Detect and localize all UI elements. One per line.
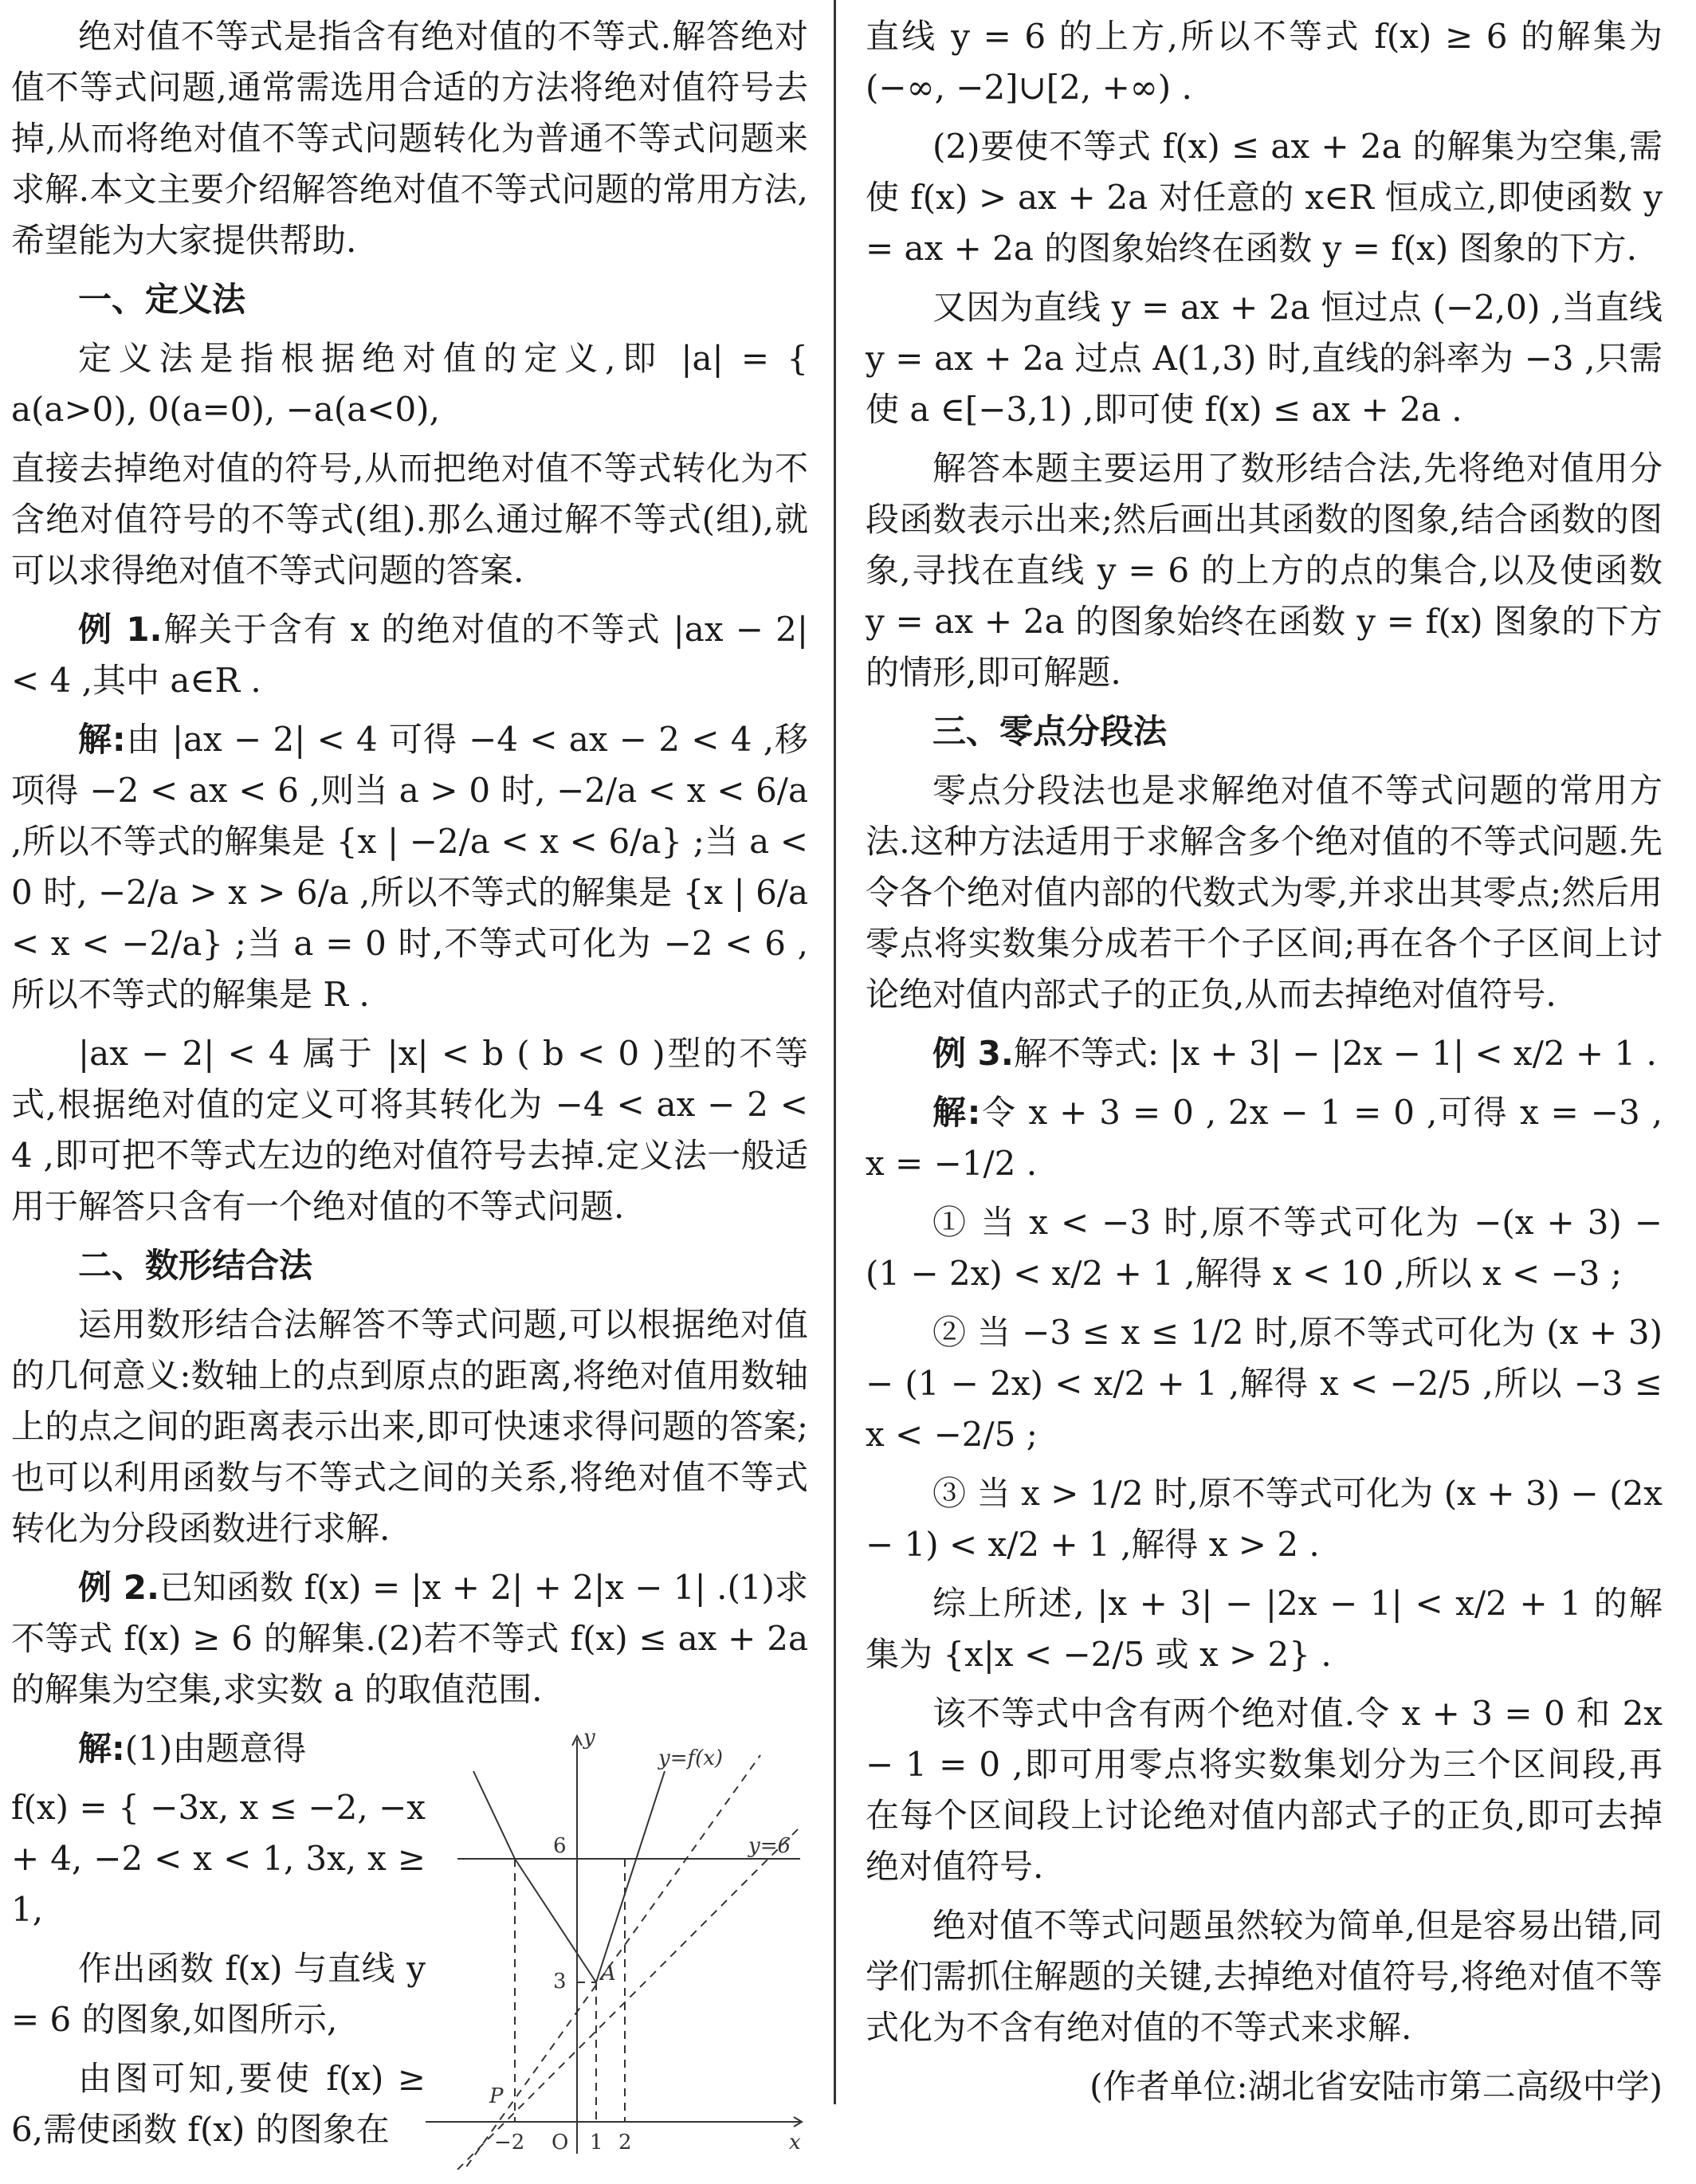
curve-label: y=f(x) [658,1746,724,1770]
conclusion: 综上所述, |x + 3| − |2x − 1| < x/2 + 1 的解集为 {x|x < −2/5 或 x > 2} . [866,1584,1663,1674]
example-3-text: 解不等式: |x + 3| − |2x − 1| < x/2 + 1 . [1013,1034,1657,1073]
origin-label: O [552,2131,569,2155]
definition-formula: 定义法是指根据绝对值的定义,即 |a| = { a(a>0), 0(a=0), −a(a<0), [11,339,808,429]
example-1-text: 解关于含有 x 的绝对值的不等式 |ax − 2| < 4 ,其中 a∈R . [11,610,808,700]
tick-6-label: 6 [553,1834,567,1858]
section-2-heading: 二、数形结合法 [78,1246,313,1285]
solution-2-part-2b: 又因为直线 y = ax + 2a 恒过点 (−2,0) ,当直线 y = ax + 2a 过点 A(1,3) 时,直线的斜率为 −3 ,只需使 a ∈[−3,1) ,即可使 f(x) ≤ ax + 2a . [866,288,1663,429]
example-1-label: 例 1. [78,610,163,649]
solution-1-label: 解: [78,720,126,759]
tick-3-label: 3 [553,1970,567,1993]
section-2-summary: 解答本题主要运用了数形结合法,先将绝对值用分段函数表示出来;然后画出其函数的图象,结合函数的图象,寻找在直线 y = 6 的上方的点的集合,以及使函数 y = ax + 2a 的图象始终在函数 y = f(x) 图象的下方的情形,即可解题. [866,449,1663,692]
fx-left-branch [473,1771,515,1859]
section-3-heading: 三、零点分段法 [932,712,1168,751]
function-graph-svg [426,1723,808,2170]
point-a-label: A [601,1962,616,1986]
solution-1-text: 由 |ax − 2| < 4 可得 −4 < ax − 2 < 4 ,移项得 −2 < ax < 6 ,则当 a > 0 时, −2/a < x < 6/a ,所以不等式的解集是 {x | −2/a < x < 6/a} ;当 a < 0 时, −2/a > x > 6/a ,所以不等式的解集是 {x | 6/a < x < −2/a} ;当 a = 0 时,不等式可化为 −2 < 6 ,所以不等式的解集是 R . [11,720,808,1014]
section-2-text: 运用数形结合法解答不等式问题,可以根据绝对值的几何意义:数轴上的点到原点的距离,将绝对值用数轴上的点之间的距离表示出来,即可快速求得问题的答案;也可以利用函数与不等式之间的关系,将绝对值不等式转化为分段函数进行求解. [11,1305,808,1548]
section-1-heading: 一、定义法 [78,280,246,319]
example-3 [866,1028,1663,1079]
tick-neg2-label: −2 [494,2131,525,2155]
solution-2-text-continued: 由图可知,要使 f(x) ≥ 6,需使函数 f(x) 的图象在 [11,2059,426,2149]
tick-1-label: 1 [590,2131,603,2155]
solution-1 [11,714,808,1020]
solution-2-continued: 直线 y = 6 的上方,所以不等式 f(x) ≥ 6 的解集为 (−∞, −2]∪[2, +∞) . [866,17,1663,107]
solution-2-intro [11,1723,426,1774]
left-column [11,11,808,2170]
case-3: ③ 当 x > 1/2 时,原不等式可化为 (x + 3) − (2x − 1) < x/2 + 1 ,解得 x > 2 . [866,1474,1663,1564]
example-1 [11,604,808,706]
function-graph-figure [426,1723,808,2170]
piecewise-function: f(x) = { −3x, x ≤ −2, −x + 4, −2 < x < 1, 3x, x ≥ 1, [11,1788,426,1929]
section-1-summary: |ax − 2| < 4 属于 |x| < b ( b < 0 )型的不等式,根据绝对值的定义可将其转化为 −4 < ax − 2 < 4 ,即可把不等式左边的绝对值符号去掉.定义法一般适用于解答只含有一个绝对值的不等式问题. [11,1034,808,1226]
example-2 [11,1562,808,1715]
example-3-label: 例 3. [932,1034,1014,1073]
fx-middle-branch [515,1859,596,1982]
section-3-text: 零点分段法也是求解绝对值不等式问题的常用方法.这种方法适用于求解含多个绝对值的不等式问题.先令各个绝对值内部的代数式为零,并求出其零点;然后用零点将实数集分成若干个子区间;再在各个子区间上讨论绝对值内部式子的正负,从而去掉绝对值符号. [866,771,1663,1014]
intro-paragraph: 绝对值不等式是指含有绝对值的不等式.解答绝对值不等式问题,通常需选用合适的方法将绝对值符号去掉,从而将绝对值不等式问题转化为普通不等式问题来求解.本文主要介绍解答绝对值不等式问题的常用方法,希望能为大家提供帮助. [11,17,808,260]
section-3-summary: 该不等式中含有两个绝对值.令 x + 3 = 0 和 2x − 1 = 0 ,即可用零点将实数集划分为三个区间段,再在每个区间段上讨论绝对值内部式子的正负,即可去掉绝对值符号. [866,1694,1663,1886]
example-2-text: 已知函数 f(x) = |x + 2| + 2|x − 1| .(1)求不等式 f(x) ≥ 6 的解集.(2)若不等式 f(x) ≤ ax + 2a 的解集为空集,求实数 a 的取值范围. [11,1568,808,1709]
solution-3-label: 解: [932,1093,981,1132]
solution-3 [866,1087,1663,1189]
solution-2-part-2: (2)要使不等式 f(x) ≤ ax + 2a 的解集为空集,需使 f(x) > ax + 2a 对任意的 x∈R 恒成立,即使函数 y = ax + 2a 的图象始终在函数 y = f(x) 图象的下方. [866,127,1663,268]
solution-3-text: 令 x + 3 = 0 , 2x − 1 = 0 ,可得 x = −3 , x = −1/2 . [866,1093,1663,1183]
author-affiliation: (作者单位:湖北省安陆市第二高级中学) [1089,2067,1663,2106]
y-axis-label: y [583,1726,595,1750]
case-1: ① 当 x < −3 时,原不等式可化为 −(x + 3) − (1 − 2x) < x/2 + 1 ,解得 x < 10 ,所以 x < −3 ; [866,1203,1663,1293]
point-p-label: P [489,2084,504,2108]
solution-2-text: 作出函数 f(x) 与直线 y = 6 的图象,如图所示, [11,1949,426,2039]
tick-2-label: 2 [618,2131,632,2155]
example-2-solution-text [11,1723,426,2163]
right-column [866,11,1663,2120]
dashed-line-ax-2a-shallow [457,1827,800,2170]
case-2: ② 当 −3 ≤ x ≤ 1/2 时,原不等式可化为 (x + 3) − (1 − 2x) < x/2 + 1 ,解得 x < −2/5 ,所以 −3 ≤ x < −2/5 ; [866,1313,1663,1454]
column-divider [834,0,836,2104]
example-2-label: 例 2. [78,1568,159,1607]
x-axis-label: x [789,2131,801,2155]
example-2-solution-block [11,1723,808,2170]
solution-2-label: 解: [78,1729,125,1768]
section-1-text: 直接去掉绝对值的符号,从而把绝对值不等式转化为不含绝对值符号的不等式(组).那么通过解不等式(组),就可以求得绝对值不等式问题的答案. [11,449,808,590]
solution-2-intro-text: (1)由题意得 [124,1729,307,1768]
fx-right-branch [596,1771,665,1982]
closing-paragraph: 绝对值不等式问题虽然较为简单,但是容易出错,同学们需抓住解题的关键,去掉绝对值符号,将绝对值不等式化为不含有绝对值的不等式来求解. [866,1906,1663,2047]
line-y6-label: y=6 [748,1834,791,1858]
